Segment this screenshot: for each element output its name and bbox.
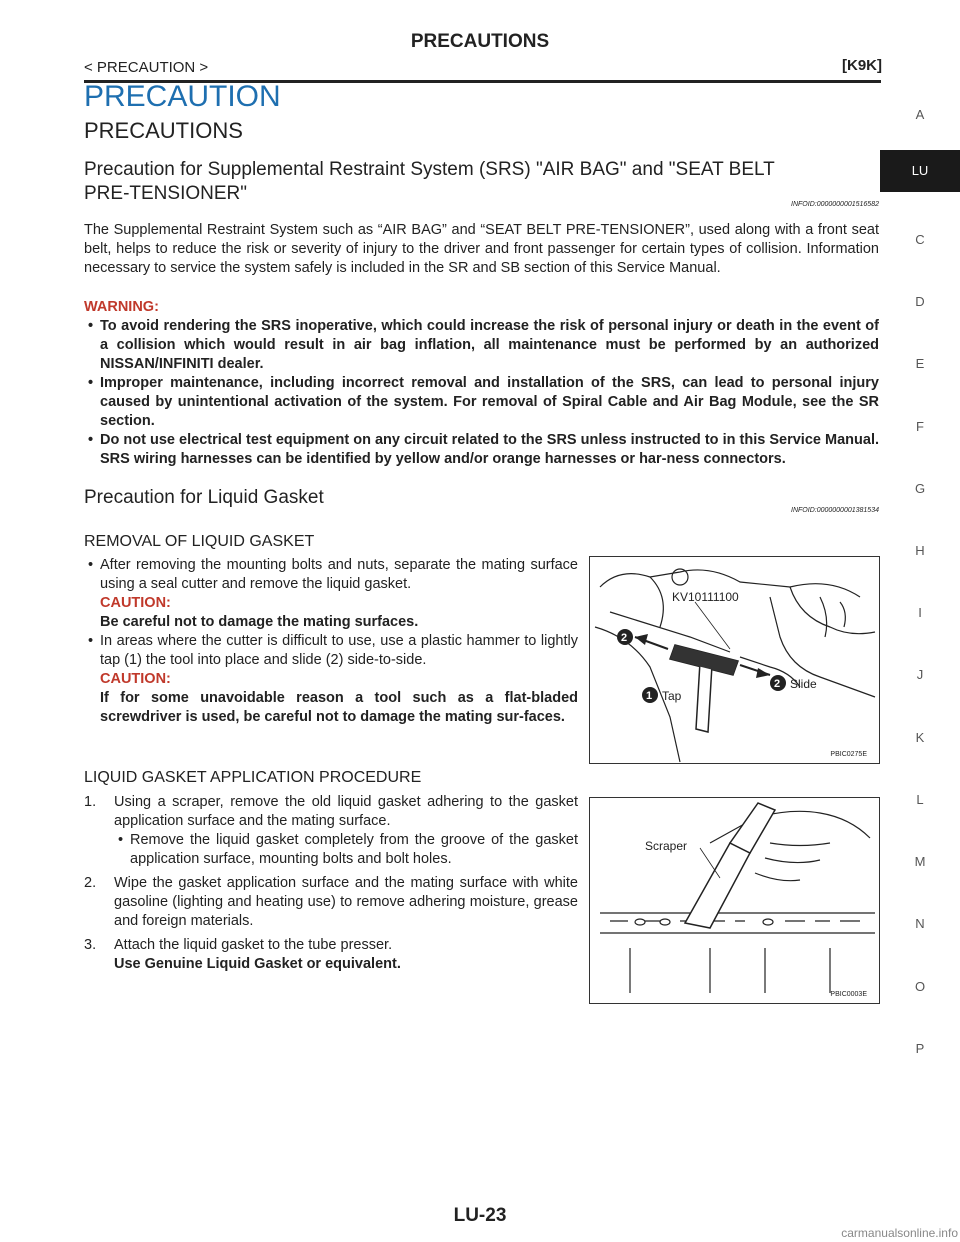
scraper-illustration bbox=[590, 798, 879, 1003]
srs-infoid: INFOID:0000000001516582 bbox=[791, 201, 879, 208]
callout-2b: 2 bbox=[774, 678, 781, 690]
tab-e[interactable]: E bbox=[915, 356, 925, 371]
tab-a[interactable]: A bbox=[915, 107, 925, 122]
seal-cutter-illustration bbox=[590, 557, 879, 763]
slide-label: Slide bbox=[790, 677, 817, 691]
step-number: 2. bbox=[84, 875, 97, 891]
application-subheading: LIQUID GASKET APPLICATION PROCEDURE bbox=[84, 769, 422, 786]
tap-label: Tap bbox=[662, 689, 682, 703]
caution-label: CAUTION: bbox=[100, 671, 171, 687]
tab-f[interactable]: F bbox=[916, 419, 924, 434]
tab-i[interactable]: I bbox=[918, 605, 922, 620]
application-steps bbox=[84, 793, 578, 974]
step-number: 3. bbox=[84, 937, 97, 953]
gasket-heading: Precaution for Liquid Gasket bbox=[84, 487, 324, 508]
gasket-heading-wrap bbox=[84, 486, 879, 514]
watermark: carmanualsonline.info bbox=[841, 1226, 958, 1240]
tab-g[interactable]: G bbox=[914, 481, 926, 496]
caution-wrap bbox=[84, 594, 578, 632]
scraper-label: Scraper bbox=[645, 839, 688, 853]
tool-number: KV10111100 bbox=[672, 590, 739, 604]
engine-code: [K9K] bbox=[842, 57, 882, 74]
step-number: 1. bbox=[84, 794, 97, 810]
section-breadcrumb: < PRECAUTION > bbox=[84, 59, 209, 76]
section-heading: PRECAUTIONS bbox=[84, 118, 243, 143]
callout-1: 1 bbox=[646, 690, 653, 702]
step-note: Use Genuine Liquid Gasket or equivalent. bbox=[114, 956, 401, 972]
srs-heading bbox=[84, 158, 879, 206]
tab-c[interactable]: C bbox=[915, 232, 925, 247]
srs-heading-line1: Precaution for Supplemental Restraint System (SRS) "AIR BAG" and "SEAT BELT bbox=[84, 159, 775, 180]
tab-m[interactable]: M bbox=[914, 854, 926, 869]
step-3 bbox=[84, 936, 578, 974]
page-header-title: PRECAUTIONS bbox=[410, 31, 550, 52]
page-number: LU-23 bbox=[453, 1205, 507, 1226]
tab-lu-active[interactable]: LU bbox=[880, 150, 960, 192]
caution-wrap bbox=[84, 670, 578, 727]
tab-h[interactable]: H bbox=[915, 543, 925, 558]
tab-j[interactable]: J bbox=[916, 667, 924, 682]
figure-code: PBIC0275E bbox=[830, 751, 867, 758]
caution-text: If for some unavoidable reason a tool such as a flat-bladed screwdriver is used, be careful not to damage the mating sur-faces. bbox=[100, 690, 578, 725]
removal-block bbox=[84, 556, 578, 727]
step-1 bbox=[84, 793, 578, 869]
step-text: Using a scraper, remove the old liquid gasket adhering to the gasket application surface and the mating surface. bbox=[114, 794, 578, 829]
warning-item: • Improper maintenance, including incorrect removal and installation of the SRS, can lead to personal injury caused by unintentional activation of the system. For removal of Spiral Cable and Air Bag Module, see the SR section. bbox=[84, 374, 879, 431]
warning-label: WARNING: bbox=[84, 299, 159, 315]
srs-heading-line2-wrap bbox=[84, 182, 879, 206]
removal-step: • In areas where the cutter is difficult to use, use a plastic hammer to lightly tap (1) the tool into place and slide (2) side-to-side. bbox=[84, 632, 578, 670]
warning-item: • To avoid rendering the SRS inoperative, which could increase the risk of personal injury or death in the event of a collision which would result in air bag inflation, all maintenance must be performed by an authorized NISSAN/INFINITI dealer. bbox=[84, 317, 879, 374]
gasket-infoid: INFOID:0000000001381534 bbox=[791, 507, 879, 514]
figure-scraper bbox=[589, 797, 880, 1004]
step-subitem: • Remove the liquid gasket completely from the groove of the gasket application surface, mounting bolts and bolt holes. bbox=[114, 831, 578, 869]
figure-code: PBIC0003E bbox=[830, 991, 867, 998]
caution-text: Be careful not to damage the mating surfaces. bbox=[100, 614, 419, 630]
srs-warning-block bbox=[84, 298, 879, 469]
removal-step: • After removing the mounting bolts and nuts, separate the mating surface using a seal cutter and remove the liquid gasket. bbox=[84, 556, 578, 594]
tab-l[interactable]: L bbox=[916, 792, 924, 807]
tab-o[interactable]: O bbox=[914, 979, 926, 994]
chapter-heading: PRECAUTION bbox=[84, 80, 281, 113]
srs-heading-line2: PRE-TENSIONER" bbox=[84, 183, 247, 204]
callout-2: 2 bbox=[621, 632, 628, 644]
srs-intro: The Supplemental Restraint System such as “AIR BAG” and “SEAT BELT PRE-TENSIONER”, used along with a front seat belt, helps to reduce the risk or severity of injury to the driver and front passenger for certain types of collision. Information necessary to service the system safely is included in the SR and SB section of this Service Manual. bbox=[84, 222, 879, 276]
removal-subheading: REMOVAL OF LIQUID GASKET bbox=[84, 533, 315, 550]
tab-n[interactable]: N bbox=[915, 916, 925, 931]
caution-label: CAUTION: bbox=[100, 595, 171, 611]
warning-item: • Do not use electrical test equipment on any circuit related to the SRS unless instructed to in this Service Manual. SRS wiring harnesses can be identified by yellow and/or orange harnesses or har-ness connectors. bbox=[84, 431, 879, 469]
step-2 bbox=[84, 874, 578, 931]
tab-k[interactable]: K bbox=[915, 730, 925, 745]
tab-p[interactable]: P bbox=[915, 1041, 925, 1056]
step-text: Attach the liquid gasket to the tube presser. bbox=[114, 937, 393, 953]
step-text: Wipe the gasket application surface and the mating surface with white gasoline (lighting and heating use) to remove adhering moisture, grease and foreign materials. bbox=[114, 875, 578, 929]
figure-seal-cutter bbox=[589, 556, 880, 764]
tab-d[interactable]: D bbox=[915, 294, 925, 309]
